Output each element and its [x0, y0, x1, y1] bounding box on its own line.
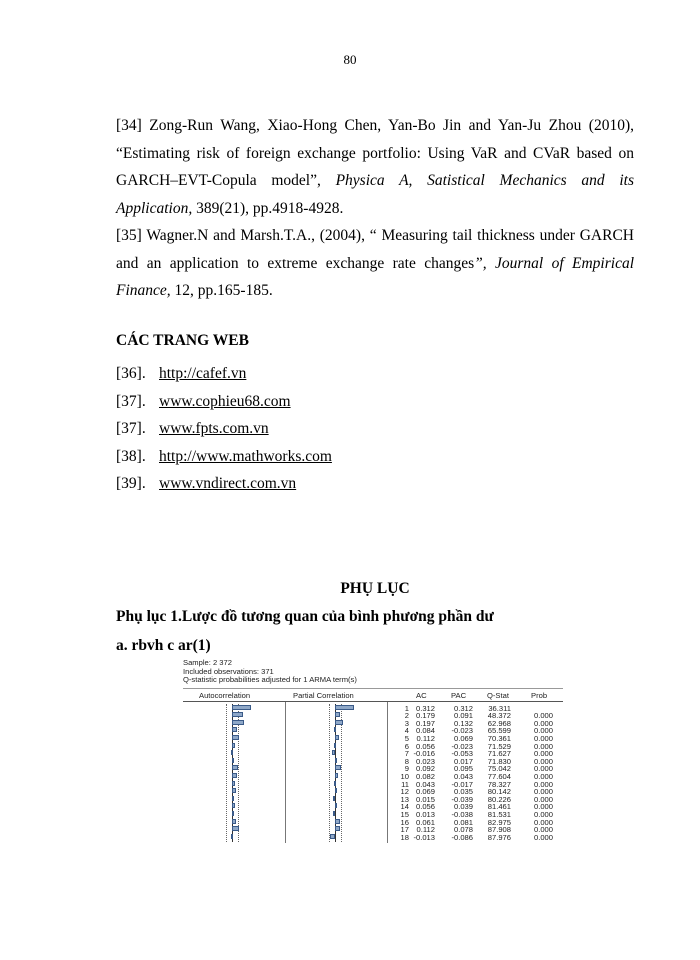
header-qstat: Q-Stat	[487, 690, 509, 700]
pac-cell: -0.023	[451, 741, 473, 751]
correlogram-row	[183, 787, 563, 797]
prob-cell: 0.000	[533, 817, 553, 827]
website-link[interactable]: www.cophieu68.com	[159, 392, 291, 410]
pac-bar	[333, 796, 335, 801]
pac-bar	[335, 765, 341, 770]
header-pac: PAC	[451, 690, 467, 700]
correlogram-note: Q-statistic probabilities adjusted for 1 ARMA term(s)	[183, 675, 357, 684]
reference-34-journal: Physica A, Satistical Mechanics and its Application,	[116, 172, 634, 217]
lag-cell: 18	[400, 832, 409, 842]
websites-list	[116, 360, 332, 498]
website-item	[116, 443, 332, 471]
qstat-cell: 82.975	[487, 817, 511, 827]
correlogram-row	[183, 833, 563, 840]
pac-bar	[335, 758, 337, 763]
qstat-cell: 48.372	[487, 711, 511, 721]
lag-cell: 16	[400, 817, 409, 827]
prob-cell: 0.000	[533, 802, 553, 812]
correlogram-row	[183, 757, 563, 764]
prob-cell: 0.000	[533, 764, 553, 774]
ac-bar	[232, 712, 243, 717]
prob-cell: 0.000	[533, 809, 553, 819]
website-number: [39].	[116, 475, 146, 492]
pac-bar	[335, 826, 340, 831]
qstat-cell: 87.976	[487, 832, 511, 842]
ac-bar	[232, 826, 239, 831]
page-number: 80	[343, 52, 357, 67]
website-link[interactable]: www.fpts.com.vn	[159, 420, 269, 437]
reference-35-journal: ”, Journal of Empirical Finance,	[116, 254, 635, 299]
qstat-cell: 78.327	[487, 779, 511, 789]
website-number: [36].	[116, 365, 146, 382]
prob-cell: 0.000	[533, 733, 553, 743]
pac-cell: 0.078	[453, 825, 473, 835]
correlogram-row	[183, 726, 563, 736]
lag-cell: 9	[404, 764, 409, 774]
website-link[interactable]: http://www.mathworks.com	[159, 447, 332, 465]
prob-cell: 0.000	[533, 749, 553, 759]
appendix-subtitle: Phụ lục 1.Lược đồ tương quan của bình phương phần dư	[116, 608, 494, 625]
correlogram-row	[183, 818, 563, 825]
ac-cell: 0.112	[416, 733, 435, 743]
pac-bar	[335, 705, 354, 710]
ac-cell: -0.013	[413, 832, 435, 842]
qstat-cell: 36.311	[488, 703, 511, 713]
website-item	[116, 470, 332, 498]
pac-bar	[335, 819, 340, 824]
ac-bar	[232, 811, 234, 816]
qstat-cell: 75.042	[487, 764, 511, 774]
ac-cell: 0.043	[415, 779, 435, 789]
correlogram-row	[183, 825, 563, 835]
correlogram-row	[183, 795, 563, 802]
lag-cell: 17	[400, 825, 409, 835]
ac-bar	[232, 758, 234, 763]
ac-bar	[232, 788, 236, 793]
ac-cell: 0.197	[415, 718, 435, 728]
pac-cell: -0.053	[451, 749, 473, 759]
correlogram-row	[183, 764, 563, 774]
ac-cell: 0.023	[415, 756, 435, 766]
ac-cell: 0.084	[415, 726, 435, 736]
ac-bar	[232, 803, 235, 808]
ac-cell: 0.179	[415, 711, 435, 721]
lag-cell: 10	[400, 771, 409, 781]
ac-bar	[232, 765, 238, 770]
lag-cell: 8	[404, 756, 409, 766]
qstat-cell: 87.908	[487, 825, 511, 835]
ac-bar	[231, 834, 233, 839]
ac-bar	[232, 743, 235, 748]
ac-bar	[232, 796, 234, 801]
website-number: [38].	[116, 447, 146, 465]
correlogram-row	[183, 772, 563, 779]
lag-cell: 1	[404, 703, 409, 713]
prob-cell: 0.000	[533, 771, 553, 781]
pac-cell: 0.035	[453, 787, 473, 797]
qstat-cell: 71.627	[487, 749, 511, 759]
website-link[interactable]: www.vndirect.com.vn	[159, 475, 297, 492]
pac-cell: 0.069	[453, 733, 473, 743]
prob-cell: 0.000	[533, 779, 553, 789]
qstat-cell: 77.604	[487, 771, 511, 781]
website-item	[116, 388, 332, 416]
correlogram-row	[183, 704, 563, 711]
pac-bar	[334, 727, 336, 732]
reference-34-tail: 389(21), pp.4918-4928.	[192, 199, 344, 217]
pac-bar	[335, 720, 343, 725]
reference-35-tail: 12, pp.165-185.	[170, 282, 273, 299]
correlogram-observations: Included observations: 371	[183, 666, 274, 676]
pac-cell: -0.023	[451, 726, 473, 736]
ac-bar	[232, 727, 237, 732]
pac-bar	[334, 781, 336, 786]
ac-cell: 0.015	[415, 794, 435, 804]
references-list	[116, 112, 634, 305]
ac-cell: 0.082	[415, 771, 435, 781]
pac-cell: 0.091	[453, 711, 473, 721]
ac-cell: 0.061	[415, 817, 435, 827]
lag-cell: 5	[404, 733, 409, 743]
correlogram-row	[183, 802, 563, 812]
correlogram-body	[183, 702, 563, 843]
pac-cell: -0.038	[451, 809, 473, 819]
ac-bar	[232, 705, 251, 710]
pac-cell: 0.017	[453, 756, 473, 766]
lag-cell: 6	[404, 741, 409, 751]
correlogram-row	[183, 719, 563, 726]
prob-cell: 0.000	[533, 741, 553, 751]
prob-cell: 0.000	[533, 756, 553, 766]
pac-cell: 0.039	[453, 802, 473, 812]
pac-cell: 0.095	[453, 764, 473, 774]
website-number: [37].	[116, 420, 146, 437]
prob-cell: 0.000	[533, 718, 553, 728]
correlogram-row	[183, 810, 563, 817]
qstat-cell: 80.142	[487, 787, 511, 797]
ac-cell: -0.016	[413, 749, 435, 759]
ac-bar	[232, 773, 237, 778]
ac-bar	[231, 750, 233, 755]
pac-cell: 0.043	[453, 771, 473, 781]
lag-cell: 3	[404, 718, 409, 728]
qstat-cell: 81.461	[487, 802, 511, 812]
header-partial-correlation: Partial Correlation	[293, 690, 354, 700]
website-item	[116, 360, 332, 388]
qstat-cell: 62.968	[487, 718, 511, 728]
correlogram-row	[183, 711, 563, 721]
pac-cell: 0.081	[453, 817, 473, 827]
qstat-cell: 81.531	[487, 809, 511, 819]
pac-cell: 0.132	[453, 718, 473, 728]
header-ac: AC	[416, 690, 427, 700]
pac-bar	[335, 735, 339, 740]
correlogram-header	[183, 688, 563, 702]
qstat-cell: 65.599	[487, 726, 511, 736]
ac-bar	[232, 819, 236, 824]
prob-cell: 0.000	[533, 832, 553, 842]
qstat-cell: 71.830	[487, 756, 511, 766]
lag-cell: 2	[404, 711, 409, 721]
ac-cell: 0.056	[415, 741, 435, 751]
ac-cell: 0.092	[415, 764, 435, 774]
websites-heading: CÁC TRANG WEB	[116, 332, 249, 349]
pac-bar	[335, 712, 340, 717]
ac-cell: 0.056	[415, 802, 435, 812]
pac-cell: -0.017	[451, 779, 473, 789]
prob-cell: 0.000	[533, 787, 553, 797]
prob-cell: 0.000	[533, 825, 553, 835]
pac-cell: -0.039	[451, 794, 473, 804]
appendix-subsection: a. rbvh c ar(1)	[116, 637, 211, 654]
correlogram-table	[183, 659, 563, 843]
lag-cell: 14	[400, 802, 409, 812]
correlogram-row	[183, 780, 563, 787]
reference-35	[116, 222, 634, 305]
reference-34-text: [34] Zong-Run Wang, Xiao-Hong Chen, Yan-Bo Jin and Yan-Ju Zhou (2010), “Estimating risk of foreign exchange portfolio: Using VaR and CVaR based on GARCH–EVT-Copula model”,	[116, 117, 634, 189]
lag-cell: 11	[401, 779, 409, 789]
pac-bar	[330, 834, 335, 839]
ac-bar	[232, 781, 235, 786]
correlogram-row	[183, 749, 563, 759]
qstat-cell: 80.226	[487, 794, 511, 804]
correlogram-meta	[183, 659, 563, 685]
reference-35-text: [35] Wagner.N and Marsh.T.A., (2004), “ Measuring tail thickness under GARCH and an application to extreme exchange rate changes	[116, 227, 634, 272]
pac-cell: -0.086	[451, 832, 473, 842]
pac-bar	[335, 773, 338, 778]
appendix-title: PHỤ LỤC	[340, 580, 410, 597]
qstat-cell: 71.529	[487, 741, 511, 751]
pac-bar	[332, 750, 335, 755]
pac-bar	[334, 743, 336, 748]
pac-bar	[335, 803, 337, 808]
correlogram-sample: Sample: 2 372	[183, 658, 232, 667]
prob-cell: 0.000	[533, 726, 553, 736]
ac-cell: 0.069	[415, 787, 435, 797]
pac-bar	[333, 811, 335, 816]
website-item	[116, 415, 332, 443]
lag-cell: 15	[400, 809, 409, 819]
lag-cell: 12	[400, 787, 409, 797]
ac-cell: 0.312	[415, 703, 435, 713]
qstat-cell: 70.361	[487, 733, 511, 743]
prob-cell: 0.000	[533, 794, 553, 804]
website-number: [37].	[116, 392, 146, 410]
lag-cell: 13	[400, 794, 409, 804]
pac-bar	[335, 788, 337, 793]
website-link[interactable]: http://cafef.vn	[159, 365, 247, 382]
header-prob: Prob	[531, 690, 548, 700]
ac-bar	[232, 735, 239, 740]
correlogram-row	[183, 734, 563, 741]
pac-cell: 0.312	[453, 703, 473, 713]
reference-34	[116, 112, 634, 222]
ac-cell: 0.112	[416, 825, 435, 835]
lag-cell: 7	[404, 749, 409, 759]
lag-cell: 4	[404, 726, 409, 736]
correlogram-row	[183, 742, 563, 749]
header-autocorrelation: Autocorrelation	[199, 690, 251, 700]
ac-bar	[232, 720, 244, 725]
prob-cell: 0.000	[533, 711, 553, 721]
ac-cell: 0.013	[415, 809, 435, 819]
